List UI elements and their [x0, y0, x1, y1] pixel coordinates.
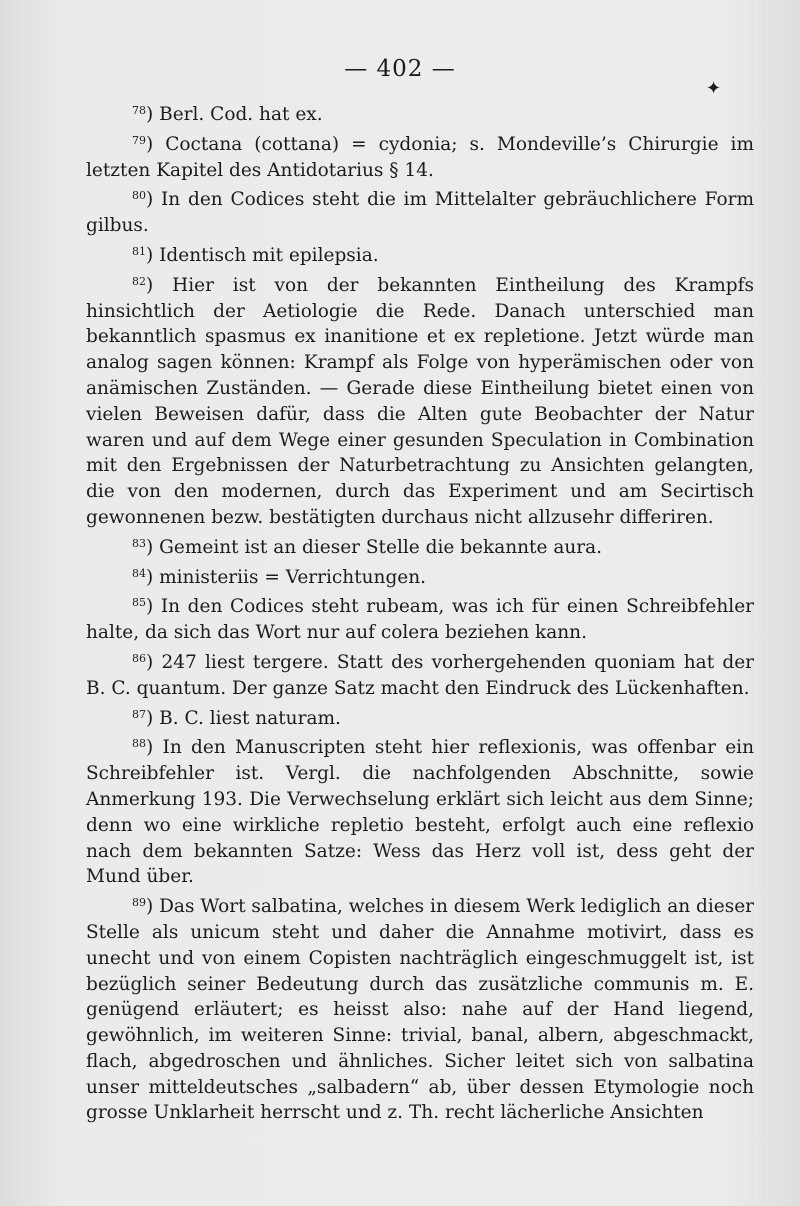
- footnote-number: 78: [132, 104, 146, 117]
- footnote-text: ) 247 liest tergere. Statt des vorhergehenden quoniam hat der B. C. quantum. Der ganze Satz macht den Eindruck des Lückenhaften.: [86, 651, 754, 699]
- footnote-89: [86, 890, 754, 1126]
- footnote-number: 85: [132, 596, 146, 610]
- footnote-82: [86, 269, 754, 531]
- footnote-85: [86, 590, 754, 646]
- footnote-text: ) Das Wort salbatina, welches in diesem Werk lediglich an dieser Stelle als unicum steht und daher die Annahme motivirt, dass es unecht und von einem Copisten nachträglich eingeschmuggelt ist, ist bezüglich seiner Bedeutung durch das zusätzliche communis m. E. genügend erläutert; es heisst also: nahe auf der Hand liegend, gewöhnlich, im weiteren Sinne: trivial, banal, albern, abgeschmackt, flach, abgedroschen und ähnliches. Sicher leitet sich von salbatina unser mitteldeutsches „salbadern“ ab, über dessen Etymologie noch grosse Unklarheit herrscht und z. Th. recht lächerliche Ansichten: [86, 896, 755, 1124]
- footnote-text: ) Berl. Cod. hat ex.: [146, 104, 323, 125]
- footnote-text: ) Hier ist von der bekannten Eintheilung des Krampfs hinsichtlich der Aetiologie die Rede. Danach unterschied man bekanntlich spasmus ex inanitione et ex repletione. Jetzt würde man analog sagen können: Krampf als Folge von hyperämischen oder von anämischen Zuständen. — Gerade diese Eintheilung bietet einen von vielen Beweisen dafür, dass die Alten gute Beobachter der Natur waren und auf dem Wege einer gesunden Speculation in Combination mit den Ergebnissen der Naturbetrachtung zu Ansichten gelangten, die von den modernen, durch das Experiment und am Secirtisch gewonnenen bezw. bestätigten durchaus nicht allzusehr differiren.: [86, 274, 754, 528]
- footnote-79: [86, 128, 754, 184]
- footnote-text: ) Coctana (cottana) = cydonia; s. Mondeville’s Chirurgie im letzten Kapitel des Antidotarius § 14.: [86, 133, 754, 181]
- margin-mark: ✦: [706, 78, 722, 99]
- footnote-text: ) In den Manuscripten steht hier reflexionis, was offenbar ein Schreibfehler ist. Vergl. die nachfolgenden Abschnitte, sowie Anmerkung 193. Die Verwechselung erklärt sich leicht aus dem Sinne; denn wo eine wirkliche repletio besteht, erfolgt auch eine reflexio nach dem bekannten Satze: Wess das Herz voll ist, dess geht der Mund über.: [86, 737, 754, 888]
- footnote-78: [86, 98, 754, 128]
- footnote-number: 89: [132, 896, 146, 910]
- footnote-text: ) In den Codices steht rubeam, was ich für einen Schreibfehler halte, da sich das Wort nur auf colera beziehen kann.: [86, 596, 754, 644]
- footnote-83: [86, 531, 754, 561]
- footnote-88: [86, 731, 754, 890]
- footnote-number: 88: [132, 737, 146, 751]
- footnote-text: ) ministeriis = Verrichtungen.: [146, 566, 427, 588]
- footnote-84: [86, 561, 754, 591]
- footnote-number: 81: [132, 244, 146, 258]
- footnote-text: ) B. C. liest naturam.: [146, 707, 341, 729]
- footnote-80: [86, 183, 754, 239]
- footnote-text: ) Gemeint ist an dieser Stelle die bekannte aura.: [146, 536, 603, 558]
- footnote-number: 79: [132, 133, 146, 147]
- footnote-number: 80: [132, 189, 146, 203]
- footnote-87: [86, 702, 754, 732]
- footnote-text: ) In den Codices steht die im Mittelalter gebräuchlichere Form gilbus.: [86, 189, 754, 237]
- footnote-81: [86, 239, 754, 269]
- footnote-number: 87: [132, 707, 146, 721]
- footnote-number: 82: [132, 274, 146, 288]
- footnote-text: ) Identisch mit epilepsia.: [146, 244, 379, 266]
- footnote-number: 83: [132, 536, 146, 550]
- footnote-number: 84: [132, 566, 146, 580]
- footnote-number: 86: [132, 651, 146, 665]
- footnote-86: [86, 646, 754, 702]
- page-number: — 402 —: [344, 56, 456, 82]
- footnotes: [86, 98, 754, 1126]
